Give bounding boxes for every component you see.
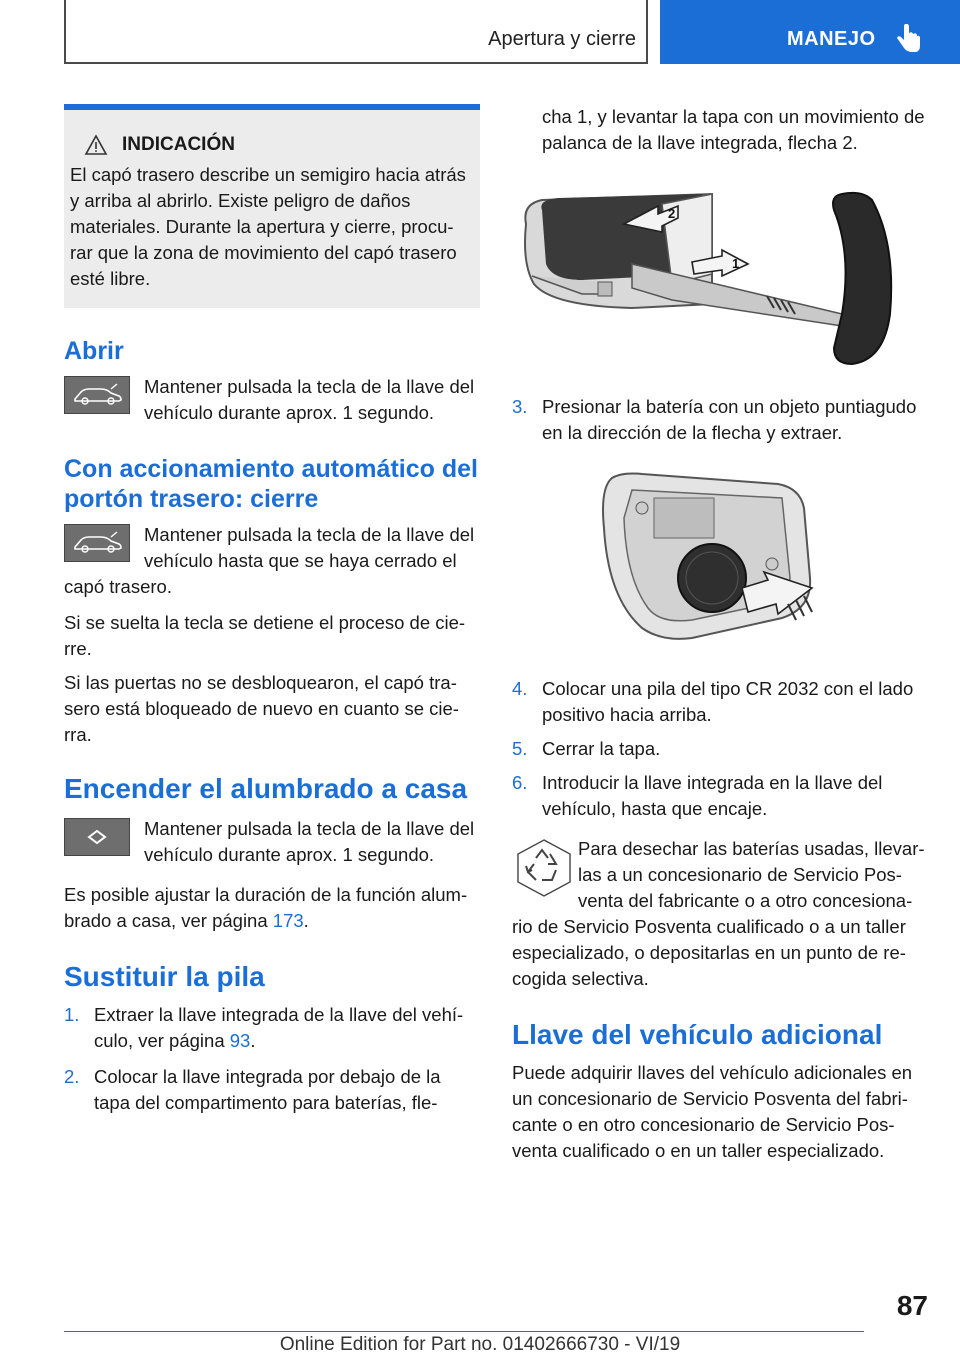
step-1-end: . — [250, 1030, 256, 1051]
step-text — [94, 1002, 480, 1054]
open-instruction — [64, 374, 480, 426]
auto-close-para1: Si se suelta la tecla se detiene el proceso de cie- rre. — [64, 612, 466, 659]
chapter-label: MANEJO — [787, 28, 876, 50]
auto-close-text: Mantener pulsada la tecla de la llave del vehículo hasta que se haya cerrado el capó trasero. — [64, 524, 475, 597]
home-light-para-end: . — [303, 910, 309, 931]
edition-footer: Online Edition for Part no. 01402666730 - VI/19 — [279, 1334, 681, 1355]
step-5-text: Cerrar la tapa. — [542, 738, 661, 759]
hand-pointer-icon — [896, 24, 922, 54]
footer-rule — [64, 1331, 864, 1332]
notice-title: INDICACIÓN — [122, 134, 235, 155]
list-item — [512, 394, 928, 446]
tailgate-key-icon — [64, 524, 130, 562]
open-heading: Abrir — [64, 337, 124, 365]
step-number: 3. — [512, 396, 528, 417]
home-light-para-text: Es posible ajustar la duración de la función alum- brado a casa, ver página — [64, 884, 468, 931]
list-item — [512, 736, 928, 762]
page-number: 87 — [896, 1290, 928, 1321]
home-light-key-icon — [64, 818, 130, 856]
home-light-instruction — [64, 816, 480, 868]
step-6-text: Introducir la llave integrada en la llave del vehículo, hasta que encaje. — [542, 772, 883, 819]
step-number: 2. — [64, 1066, 80, 1087]
warning-triangle-icon — [84, 134, 108, 156]
home-light-text: Mantener pulsada la tecla de la llave del vehículo durante aprox. 1 segundo. — [144, 818, 475, 865]
step-number: 6. — [512, 772, 528, 793]
step-number: 5. — [512, 738, 528, 759]
battery-steps-a — [64, 1002, 480, 1116]
notice-box — [64, 104, 480, 308]
section-title: Apertura y cierre — [488, 28, 636, 50]
auto-close-heading: Con accionamiento automático del portón trasero: cierre — [64, 455, 478, 513]
step-number: 4. — [512, 678, 528, 699]
recycle-text: Para desechar las baterías usadas, llevar- las a un concesionario de Servicio Pos- venta del fabricante o a otro concesiona- rio de Servicio Posventa cualificado o a un taller especializado, o depositarlas en un punto de re- cogida selectiva. — [512, 838, 925, 989]
auto-close-instruction — [64, 522, 480, 600]
home-light-heading: Encender el alumbrado a casa — [64, 773, 468, 804]
step-1-text: Extraer la llave integrada de la llave del vehí- culo, ver página — [94, 1004, 464, 1051]
list-item — [64, 1002, 480, 1054]
notice-heading — [70, 134, 466, 156]
recycle-icon — [512, 838, 576, 898]
list-item — [512, 770, 928, 822]
step-3-text: Presionar la batería con un objeto puntiagudo en la dirección de la flecha y extraer. — [542, 396, 917, 443]
step-number: 1. — [64, 1004, 80, 1025]
figure-label-1: 1 — [732, 256, 740, 271]
step-4-text: Colocar una pila del tipo CR 2032 con el lado positivo hacia arriba. — [542, 678, 914, 725]
notice-text: El capó trasero describe un semigiro hacia atrás y arriba al abrirlo. Existe peligro de daños materiales. Durante la apertura y cierre, procu- rar que la zona de movimiento del capó trasero esté libre. — [70, 164, 466, 289]
left-column — [64, 104, 480, 1116]
home-light-para — [64, 882, 480, 934]
battery-steps-b — [512, 394, 928, 446]
list-item — [64, 1064, 480, 1116]
battery-removal-figure — [582, 468, 882, 648]
auto-close-para2: Si las puertas no se desbloquearon, el capó tra- sero está bloqueado de nuevo en cuanto se cie- rra. — [64, 672, 459, 745]
right-column — [512, 104, 928, 1164]
page-link-93[interactable]: 93 — [229, 1030, 251, 1051]
tailgate-key-icon — [64, 376, 130, 414]
recycle-note — [512, 836, 928, 992]
step-2-continuation: cha 1, y levantar la tapa con un movimiento de palanca de la llave integrada, flecha 2. — [542, 106, 925, 153]
extra-key-text: Puede adquirir llaves del vehículo adicionales en un concesionario de Servicio Posventa del fabri- cante o en otro concesionario de Servicio Pos- venta cualificado o en un taller especializado. — [512, 1062, 913, 1161]
page-link-173[interactable]: 173 — [272, 910, 304, 931]
key-integrated-figure — [512, 184, 912, 374]
open-text: Mantener pulsada la tecla de la llave del vehículo durante aprox. 1 segundo. — [144, 376, 475, 423]
figure-label-2: 2 — [668, 206, 676, 221]
battery-steps-c — [512, 676, 928, 822]
battery-heading: Sustituir la pila — [64, 961, 265, 992]
extra-key-heading: Llave del vehículo adicional — [512, 1019, 883, 1050]
list-item — [512, 676, 928, 728]
step-2-text: Colocar la llave integrada por debajo de la tapa del compartimento para baterías, fle- — [94, 1066, 441, 1113]
